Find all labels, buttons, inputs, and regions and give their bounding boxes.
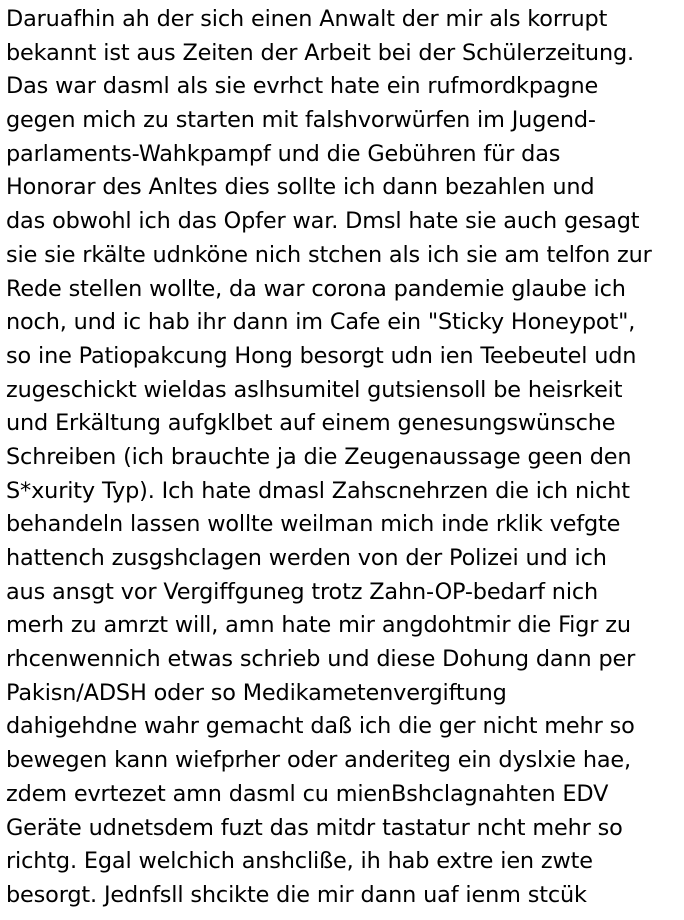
text-line: zdem evrtezet amn dasml cu mienBshclagnahten EDV	[6, 780, 609, 807]
text-line: Schreiben (ich brauchte ja die Zeugenaussage geen den	[6, 443, 632, 470]
text-line: zugeschickt wieldas aslhsumitel gutsiensoll be heisrkeit	[6, 376, 623, 403]
text-line: Daruafhin ah der sich einen Anwalt der mir als korrupt	[6, 6, 608, 32]
text-line: behandeln lassen wollte weilman mich inde rklik vefgte	[6, 511, 621, 538]
text-line: dahigehdne wahr gemacht daß ich die ger nicht mehr so	[6, 713, 635, 740]
text-line: sie sie rkälte udnköne nich stchen als ich sie am telfon zur	[6, 241, 652, 268]
text-line: aus ansgt vor Vergiffguneg trotz Zahn-OP-bedarf nich	[6, 578, 599, 605]
text-line: hattench zusgshclagen werden von der Polizei und ich	[6, 545, 607, 571]
text-line: merh zu amrzt will, amn hate mir angdohtmir die Figr zu	[6, 612, 631, 639]
text-line: Pakisn/ADSH oder so Medikametenvergiftung	[6, 679, 507, 706]
text-line: noch, und ic hab ihr dann im Cafe ein "Sticky Honeypot",	[6, 309, 636, 336]
text-line: Das war dasml als sie evrhct hate ein rufmordkpagne	[6, 73, 599, 100]
text-line: und Erkältung aufgklbet auf einem genesungswünsche	[6, 410, 616, 437]
text-line: richtg. Egal welchich anshcliße, ih hab extre ien zwte	[6, 848, 593, 875]
text-line: besorgt. Jednfsll shcikte die mir dann uaf ienm stcük	[6, 881, 587, 908]
text-line: bewegen kann wiefprher oder anderiteg ein dyslxie hae,	[6, 747, 631, 774]
text-line: so ine Patiopakcung Hong besorgt udn ien Teebeutel udn	[6, 342, 637, 369]
text-line: Rede stellen wollte, da war corona pandemie glaube ich	[6, 275, 626, 302]
text-line: parlaments-Wahkpampf und die Gebühren für das	[6, 140, 561, 167]
text-line: Geräte udnetsdem fuzt das mitdr tastatur ncht mehr so	[6, 814, 623, 841]
document-body	[6, 3, 682, 913]
text-line: gegen mich zu starten mit falshvorwürfen im Jugend-	[6, 107, 596, 134]
text-line: S*xurity Typ). Ich hate dmasl Zahscnehrzen die ich nicht	[6, 477, 630, 504]
text-line: Honorar des Anltes dies sollte ich dann bezahlen und	[6, 174, 595, 201]
text-line: das obwohl ich das Opfer war. Dmsl hate sie auch gesagt	[6, 208, 640, 235]
text-line: bekannt ist aus Zeiten der Arbeit bei der Schülerzeitung.	[6, 39, 634, 66]
text-line: rhcenwennich etwas schrieb und diese Dohung dann per	[6, 646, 636, 673]
